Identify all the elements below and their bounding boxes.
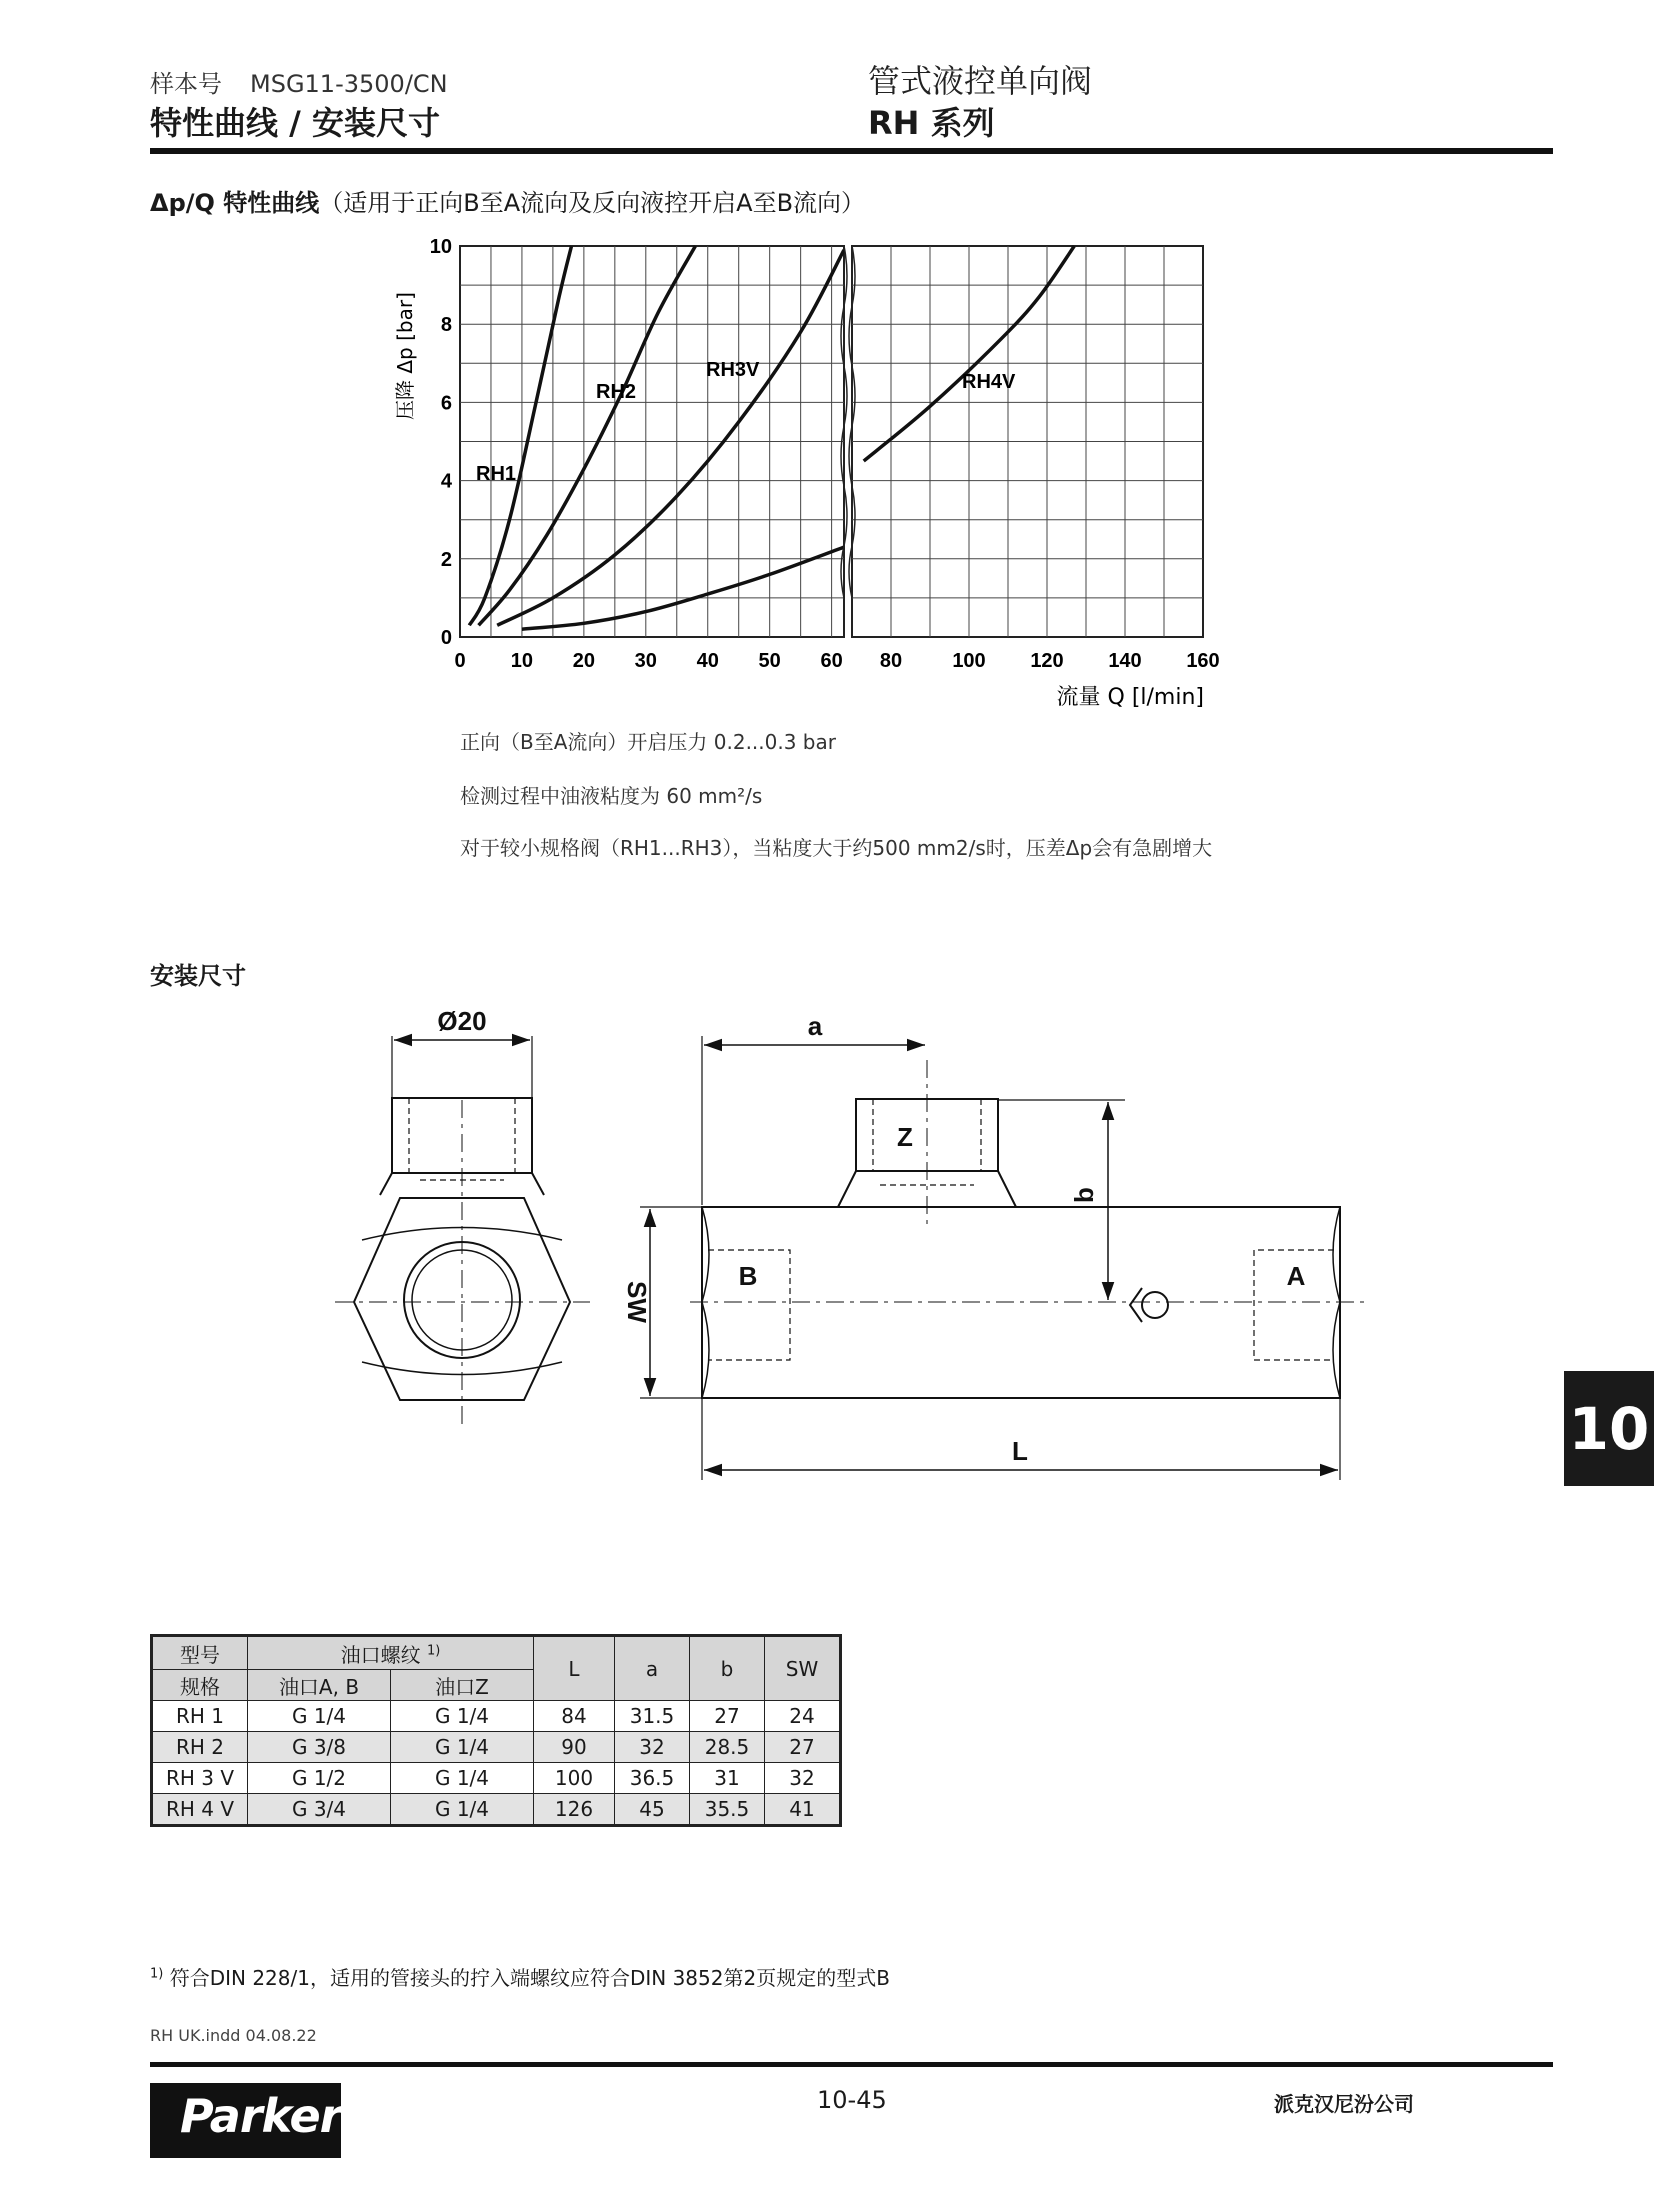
y-tick-label: 4	[440, 470, 452, 493]
curve-section-title: Δp/Q 特性曲线（适用于正向B至A流向及反向液控开启A至B流向）	[150, 189, 866, 217]
table-row: RH 2 G 3/8 G 1/4 90 32 28.5 27	[152, 1732, 841, 1763]
header-model-1: 型号	[152, 1636, 248, 1670]
dimension-table	[150, 1634, 842, 1827]
x-tick-label: 160	[1186, 650, 1220, 672]
port-label-a: A	[1286, 1261, 1306, 1291]
table-row: RH 4 V G 3/4 G 1/4 126 45 35.5 41	[152, 1794, 841, 1826]
header-L: L	[534, 1636, 615, 1701]
footnote: $^{1)}$ 符合DIN 228/1，适用的管接头的拧入端螺纹应符合DIN 3852第2页规定的型式B	[150, 1966, 890, 1990]
header-port-ab: 油口A, B	[248, 1670, 391, 1701]
y-tick-label: 10	[429, 236, 452, 258]
header-a: a	[615, 1636, 690, 1701]
series-label-rh3v: RH3V	[706, 359, 760, 381]
x-tick-label: 50	[758, 650, 781, 672]
y-tick-label: 2	[440, 548, 452, 571]
header-sw: SW	[765, 1636, 841, 1701]
page-number: 10-45	[817, 2086, 887, 2114]
series-label-rh2: RH2	[596, 381, 637, 403]
header-port-z: 油口Z	[391, 1670, 534, 1701]
header-model-2: 规格	[152, 1670, 248, 1701]
dim-label-a: a	[807, 1011, 823, 1041]
port-label-b: B	[738, 1261, 758, 1291]
y-tick-label: 6	[440, 392, 452, 415]
port-label-z: Z	[897, 1122, 913, 1152]
product-name: 管式液控单向阀	[868, 62, 1093, 100]
note-high-viscosity: 对于较小规格阀（RH1...RH3），当粘度大于约500 mm2/s时，压差Δp会有急剧增大	[460, 836, 1213, 860]
x-tick-label: 40	[696, 650, 719, 672]
y-axis-label: 压降 Δp [bar]	[393, 292, 417, 420]
x-tick-label: 140	[1108, 650, 1142, 672]
chapter-tab: 10	[1564, 1371, 1654, 1486]
y-tick-label: 8	[440, 314, 452, 337]
header-thread: 油口螺纹 $^{1)}$	[248, 1636, 534, 1670]
company-name: 派克汉尼汾公司	[1274, 2092, 1414, 2116]
x-tick-label: 60	[820, 650, 843, 672]
dim-label-b: b	[1069, 1187, 1099, 1203]
file-info: RH UK.indd 04.08.22	[150, 2026, 317, 2045]
x-tick-label: 10	[510, 650, 534, 672]
table-row: RH 1 G 1/4 G 1/4 84 31.5 27 24	[152, 1701, 841, 1732]
series-title: RH 系列	[868, 104, 995, 142]
series-label-rh1: RH1	[476, 463, 517, 485]
catalog-number: MSG11-3500/CN	[250, 70, 448, 98]
footer-rule	[150, 2062, 1553, 2067]
x-axis-label: 流量 Q [l/min]	[1056, 685, 1204, 710]
x-tick-label: 30	[634, 650, 657, 672]
catalog-label: 样本号 MSG11-3500/CN	[150, 70, 448, 98]
parker-logo: Parker	[150, 2083, 341, 2158]
x-tick-label: 120	[1030, 650, 1064, 672]
y-tick-label: 0	[440, 627, 452, 649]
dim-label-diameter: Ø20	[437, 1006, 487, 1036]
header-b: b	[690, 1636, 765, 1701]
table-row: RH 3 V G 1/2 G 1/4 100 36.5 31 32	[152, 1763, 841, 1794]
x-tick-label: 20	[572, 650, 595, 672]
series-label-rh4v: RH4V	[962, 371, 1016, 393]
install-section-title: 安装尺寸	[150, 962, 246, 990]
note-viscosity: 检测过程中油液粘度为 60 mm²/s	[460, 784, 763, 808]
x-tick-label: 80	[879, 650, 903, 672]
dim-label-l: L	[1012, 1436, 1028, 1466]
x-tick-label: 0	[454, 650, 466, 672]
section-title: 特性曲线 / 安装尺寸	[150, 104, 440, 142]
dim-label-sw: SW	[622, 1281, 652, 1323]
note-opening-pressure: 正向（B至A流向）开启压力 0.2...0.3 bar	[460, 730, 836, 754]
x-tick-label: 100	[952, 650, 986, 672]
